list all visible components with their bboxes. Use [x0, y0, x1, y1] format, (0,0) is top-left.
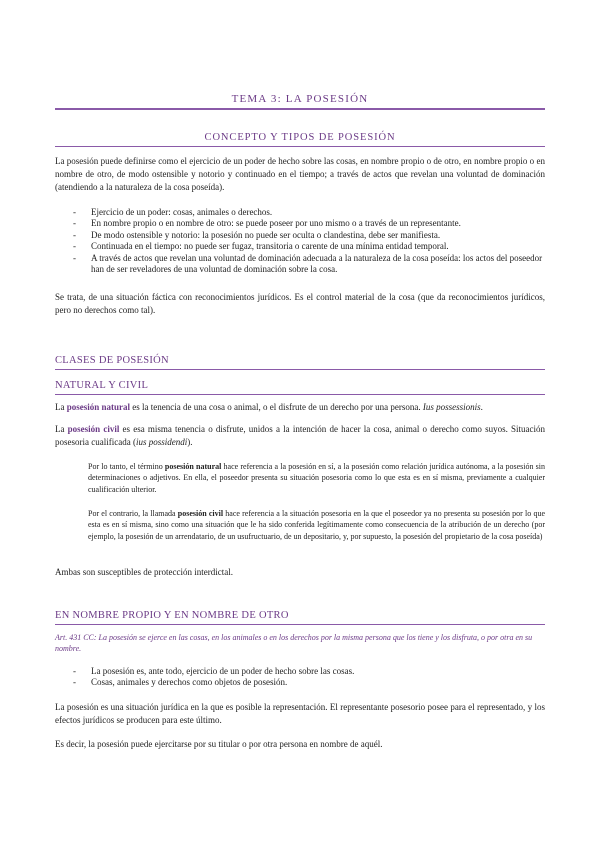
natural-paragraph: La posesión natural es la tenencia de una cosa o animal, o el disfrute de un derecho por una persona. Ius possessionis. [55, 402, 483, 412]
list-item: - La posesión es, ante todo, ejercicio de un poder de hecho sobre las cosas. [73, 666, 545, 677]
civil-paragraph: La posesión civil es esa misma tenencia o disfrute, unidos a la intención de hacer la cosa, animal o derecho como suyos. Situación posesoria cualificada (ius possidendi). [55, 424, 545, 447]
quote-natural: Por lo tanto, el término posesión natural hace referencia a la posesión en sí, a la posesión como relación jurídica autónoma, a la posesión sin determinaciones o adjetivos. En ella, el poseedor presenta su situación posesoria como lo que esta es en sí misma, previamente a cualquier cualificación ulterior. [88, 462, 545, 494]
intro-closing: Se trata, de una situación fáctica con reconocimientos jurídicos. Es el control material de la cosa (que da reconocimientos jurídicos, pero no derechos como tal). [55, 292, 545, 315]
list-item: - De modo ostensible y notorio: la posesión no puede ser oculta o clandestina, debe ser manifiesta. [73, 230, 545, 241]
natural-civil-heading: NATURAL Y CIVIL [55, 380, 149, 391]
quote-civil: Por el contrario, la llamada posesión civil hace referencia a la situación posesoria en la que el poseedor ya no presenta su posesión por lo que esta es en sí misma, sino como una situación que le ha sido conferida legítimamente como consecuencia de la atribución de un derecho (por ejemplo, la posesión de un arrendatario, de un usufructuario, de un depositario, y, por supuesto, la posesión del propietario de la cosa poseída) [88, 509, 545, 541]
document-title: TEMA 3: LA POSESIÓN [231, 93, 369, 105]
list-item: - Ejercicio de un poder: cosas, animales o derechos. [73, 207, 545, 218]
final-paragraph: Es decir, la posesión puede ejercitarse por su titular o por otra persona en nombre de aquél. [55, 739, 383, 749]
propio-otro-heading: EN NOMBRE PROPIO Y EN NOMBRE DE OTRO [55, 610, 289, 621]
subtitle-rule [55, 146, 545, 147]
article-quote: Art. 431 CC: La posesión se ejerce en las cosas, en los animales o en los derechos por la misma persona que los tiene y los disfruta, o por otra en su nombre. [55, 633, 533, 654]
clases-rule [55, 369, 545, 370]
natural-civil-rule [55, 394, 545, 395]
list-item: - A través de actos que revelan una voluntad de dominación adecuada a la naturaleza de la cosa poseída: los actos del poseedor han de ser reveladores de una voluntad de dominación sobre la cosa. [73, 253, 545, 276]
list-item: - Cosas, animales y derechos como objetos de posesión. [73, 677, 545, 688]
propio-otro-list [73, 666, 545, 689]
clases-heading: CLASES DE POSESIÓN [55, 355, 169, 366]
list-item: - Continuada en el tiempo: no puede ser fugaz, transitoria o carente de una mínima entidad temporal. [73, 241, 545, 252]
natural-civil-closing: Ambas son susceptibles de protección interdictal. [55, 567, 233, 577]
list-item: - En nombre propio o en nombre de otro: se puede poseer por uno mismo o a través de un representante. [73, 218, 545, 229]
propio-otro-rule [55, 624, 545, 625]
representation-paragraph: La posesión es una situación jurídica en la que es posible la representación. El representante posesorio posee para el representado, y los efectos jurídicos se producen para este último. [55, 702, 545, 725]
intro-paragraph: La posesión puede definirse como el ejercicio de un poder de hecho sobre las cosas, en nombre propio o de otro, en nombre propio o en nombre de otro, de modo ostensible y notorio y continuado en el tiempo; a través de actos que revelan una voluntad de dominación (atendiendo a la naturaleza de la cosa poseída). [55, 156, 545, 192]
term-posesion-natural: posesión natural [66, 402, 131, 412]
title-rule [55, 108, 545, 110]
section-title: CONCEPTO Y TIPOS DE POSESIÓN [204, 132, 396, 143]
term-posesion-civil: posesión civil [67, 424, 120, 434]
intro-list [73, 207, 545, 275]
